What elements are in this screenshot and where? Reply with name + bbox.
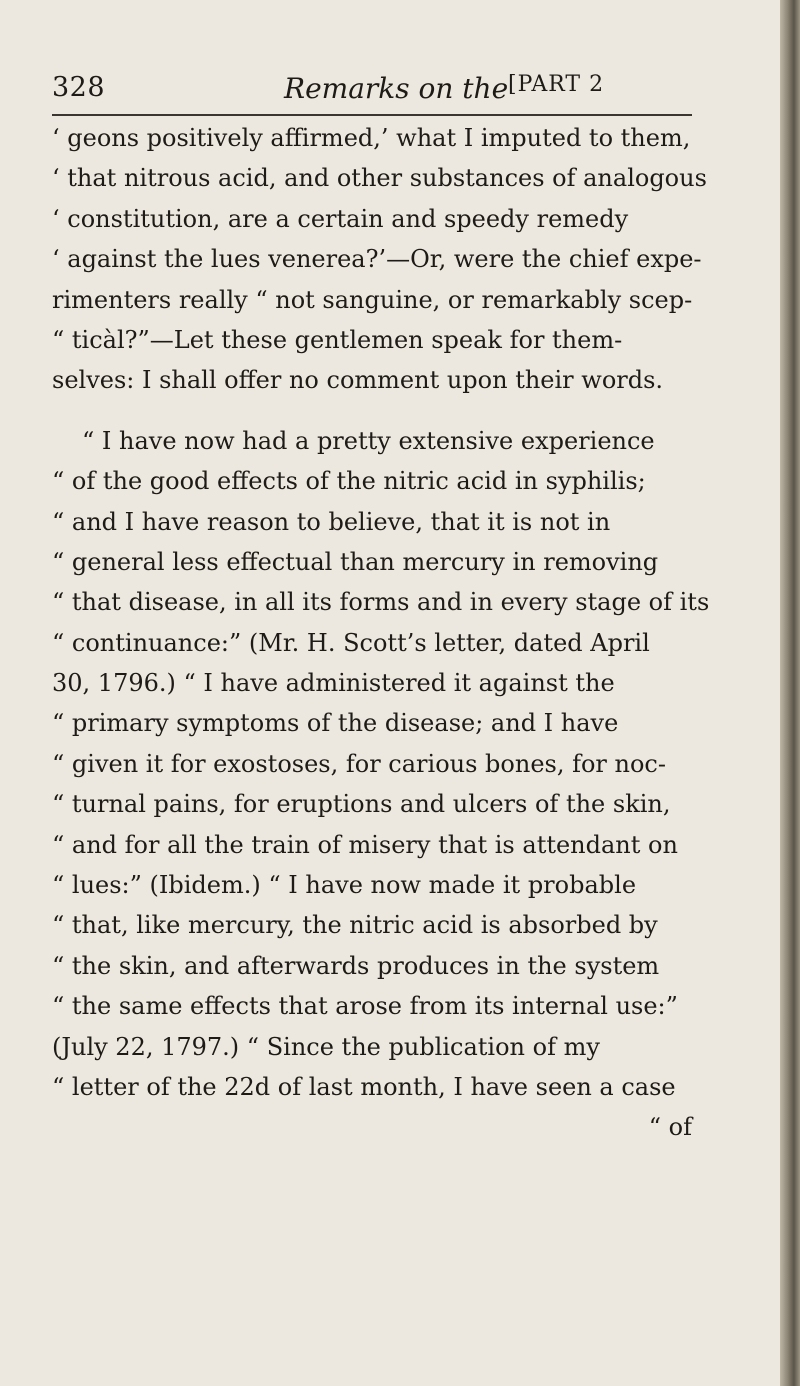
running-title: Remarks on the <box>284 72 509 105</box>
text-line: “ the skin, and afterwards produces in the system <box>52 951 660 980</box>
text-line: ‘ constitution, are a certain and speedy remedy <box>52 204 629 233</box>
text-line: “ turnal pains, for eruptions and ulcers of the skin, <box>52 790 671 819</box>
text-line: “ and I have reason to believe, that it is not in <box>52 507 611 536</box>
text-line: “ lues:” (Ibidem.) “ I have now made it probable <box>52 871 637 900</box>
text-line: selves: I shall offer no comment upon their words. <box>52 366 664 395</box>
text-line: “ and for all the train of misery that is attendant on <box>52 830 678 859</box>
header-rule <box>52 114 692 116</box>
text-line: “ general less effectual than mercury in removing <box>52 547 659 576</box>
text-line: “ that, like mercury, the nitric acid is absorbed by <box>52 911 658 940</box>
text-line: rimenters really “ not sanguine, or remarkably scep- <box>52 285 693 314</box>
text-line: 30, 1796.) “ I have administered it against the <box>52 669 615 698</box>
page-edge <box>780 0 800 1386</box>
text-line: “ letter of the 22d of last month, I have seen a case <box>52 1072 676 1101</box>
text-line: “ primary symptoms of the disease; and I have <box>52 709 619 738</box>
page-number: 328 <box>52 72 106 103</box>
running-header <box>52 72 692 112</box>
body-text <box>52 118 710 1148</box>
part-label: [PART 2 <box>508 72 605 97</box>
text-line: “ the same effects that arose from its internal use:” <box>52 992 678 1021</box>
text-line: ‘ geons positively affirmed,’ what I imputed to them, <box>52 124 691 152</box>
text-line: “ continuance:” (Mr. H. Scott’s letter, dated April <box>52 628 650 657</box>
text-line: ‘ against the lues venerea?’—Or, were the chief expe- <box>52 245 702 274</box>
text-line: “ ticàl?”—Let these gentlemen speak for them- <box>52 325 623 354</box>
text-line: (July 22, 1797.) “ Since the publication of my <box>52 1032 600 1061</box>
text-line: “ that disease, in all its forms and in every stage of its <box>52 588 710 617</box>
text-line: “ of the good effects of the nitric acid in syphilis; <box>52 467 646 496</box>
catchword: “ of <box>648 1113 692 1142</box>
paragraph-gap <box>52 401 702 421</box>
text-line: ‘ that nitrous acid, and other substances of analogous <box>52 164 707 193</box>
text-line: “ I have now had a pretty extensive experience <box>82 426 655 455</box>
text-line: “ given it for exostoses, for carious bones, for noc- <box>52 749 666 778</box>
